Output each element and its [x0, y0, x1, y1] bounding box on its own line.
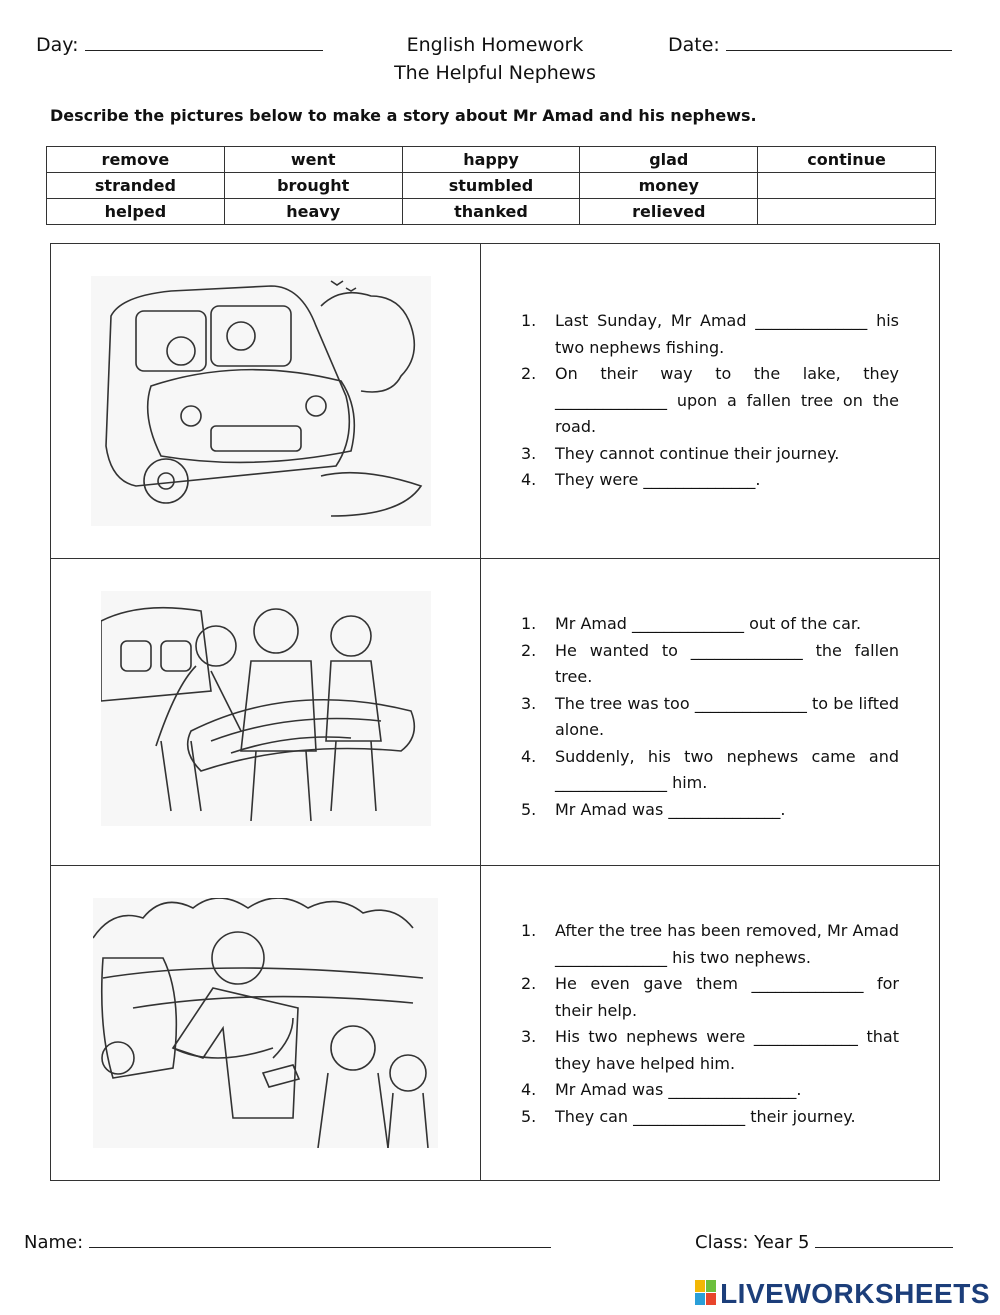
sentence-item[interactable] — [521, 691, 899, 744]
word-bank-cell: stranded — [47, 173, 225, 199]
word-bank-cell: relieved — [580, 199, 758, 225]
sentence-item[interactable] — [521, 638, 899, 691]
word-bank-cell: heavy — [224, 199, 402, 225]
word-bank-row — [47, 147, 936, 173]
date-blank[interactable] — [726, 50, 952, 51]
word-bank-cell: helped — [47, 199, 225, 225]
sentence-item[interactable] — [521, 361, 899, 441]
word-bank-cell — [758, 199, 936, 225]
date-label: Date: — [668, 34, 720, 56]
word-bank-cell: brought — [224, 173, 402, 199]
sentence-number: 3. — [521, 693, 537, 713]
sentence-item[interactable] — [521, 744, 899, 797]
sentence-item[interactable] — [521, 918, 899, 971]
sentence-number: 1. — [521, 311, 537, 330]
logo-blocks-icon — [695, 1280, 717, 1306]
car-stopped-illustration — [51, 244, 481, 558]
class-field — [695, 1232, 953, 1253]
day-label: Day: — [36, 34, 79, 56]
sentence-text: After the tree has been removed, Mr Amad ______________ his two nephews. — [555, 921, 899, 967]
sentence-text: They were ______________. — [555, 470, 761, 489]
story-panel-2 — [51, 559, 939, 866]
word-bank-cell: remove — [47, 147, 225, 173]
sentence-item[interactable] — [521, 1077, 899, 1104]
sentence-item[interactable] — [521, 441, 899, 468]
word-bank-cell — [758, 173, 936, 199]
date-field — [668, 34, 952, 56]
sentence-number: 4. — [521, 470, 537, 489]
name-label: Name: — [24, 1232, 84, 1253]
sentence-list — [521, 308, 899, 494]
worksheet-subject: English Homework — [406, 34, 584, 56]
sentence-text: The tree was too ______________ to be lifted alone. — [555, 693, 899, 739]
sentence-item[interactable] — [521, 308, 899, 361]
sentence-text: He even gave them ______________ for their help. — [555, 974, 899, 1020]
sentence-text: Mr Amad was ______________. — [555, 799, 786, 819]
name-field — [24, 1232, 551, 1253]
story-panels — [50, 243, 940, 1181]
sentence-text: Mr Amad was ________________. — [555, 1080, 802, 1099]
word-bank-cell: money — [580, 173, 758, 199]
word-bank-table — [46, 146, 936, 225]
sentence-text: On their way to the lake, they ______________ upon a fallen tree on the road. — [555, 364, 899, 436]
sentence-item[interactable] — [521, 797, 899, 824]
lifting-tree-illustration — [51, 559, 481, 865]
sentence-number: 4. — [521, 1080, 537, 1099]
word-bank-cell: stumbled — [402, 173, 580, 199]
class-blank[interactable] — [815, 1247, 953, 1248]
name-blank[interactable] — [89, 1247, 551, 1248]
word-bank-cell: continue — [758, 147, 936, 173]
word-bank-cell: happy — [402, 147, 580, 173]
worksheet-title: The Helpful Nephews — [394, 62, 596, 84]
sentence-list — [521, 611, 899, 823]
day-blank[interactable] — [85, 50, 323, 51]
sentence-item[interactable] — [521, 971, 899, 1024]
story-panel-3 — [51, 866, 939, 1180]
sentence-number: 4. — [521, 746, 537, 766]
word-bank-cell: thanked — [402, 199, 580, 225]
class-label: Class: Year 5 — [695, 1232, 810, 1253]
sentence-item[interactable] — [521, 467, 899, 494]
logo-text: LIVEWORKSHEETS — [720, 1278, 990, 1309]
sentence-number: 1. — [521, 614, 537, 633]
giving-money-illustration — [51, 866, 481, 1180]
word-bank-cell: glad — [580, 147, 758, 173]
sentence-number: 2. — [521, 640, 537, 660]
sentence-list — [521, 918, 899, 1130]
sentence-text: Mr Amad ______________ out of the car. — [555, 614, 862, 633]
sentence-text: His two nephews were _____________ that they have helped him. — [555, 1027, 899, 1073]
sentence-text: Suddenly, his two nephews came and ______________ him. — [555, 746, 899, 792]
word-bank-row — [47, 199, 936, 225]
sentence-number: 5. — [521, 799, 537, 819]
sentence-number: 3. — [521, 443, 537, 463]
sentence-text: He wanted to ______________ the fallen tree. — [555, 640, 899, 686]
sentence-text: Last Sunday, Mr Amad ______________ his two nephews fishing. — [555, 311, 899, 357]
sentence-item[interactable] — [521, 611, 899, 638]
sentence-number: 3. — [521, 1027, 537, 1046]
sentence-text: They cannot continue their journey. — [555, 443, 840, 463]
sentence-number: 5. — [521, 1106, 537, 1126]
sentence-text: They can ______________ their journey. — [555, 1106, 856, 1126]
sentence-item[interactable] — [521, 1104, 899, 1131]
instruction-text: Describe the pictures below to make a story about Mr Amad and his nephews. — [50, 106, 757, 125]
sentence-number: 2. — [521, 974, 537, 993]
sentence-item[interactable] — [521, 1024, 899, 1077]
sentence-number: 1. — [521, 921, 537, 940]
story-panel-1 — [51, 244, 939, 559]
word-bank-row — [47, 173, 936, 199]
sentence-number: 2. — [521, 364, 537, 383]
word-bank-cell: went — [224, 147, 402, 173]
day-field — [36, 34, 323, 56]
liveworksheets-logo[interactable] — [695, 1278, 990, 1310]
